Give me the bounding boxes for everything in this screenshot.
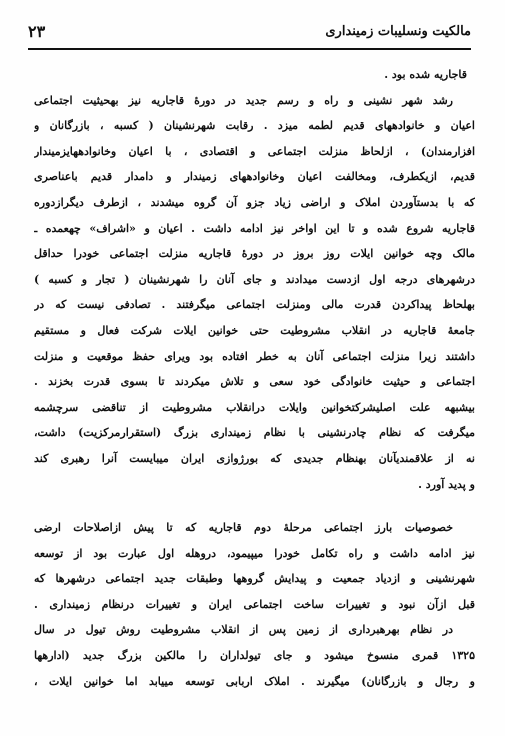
text-line: که با بدستآوردن املاک و اراضی زیاد جزو آن گروه میشدند ، ازطرف دیگرازدوره bbox=[34, 195, 475, 209]
text-line: مالک وچه خوانین ایلات روز بروز در دورهٔ قاجاریه منزلت اجتماعی خودرا حداقل bbox=[34, 247, 475, 261]
text-line: داشتند زیرا منزلت اجتماعی آنان به خطر افتاده بود ویرای حفظ موقعیت و منزلت bbox=[34, 349, 475, 363]
text-line: میگرفت که نظام چادرنشینی با نظام زمینداری بزرگ (استقرارمرکزیت) داشت، bbox=[34, 426, 475, 440]
text-line: و پدید آورد . bbox=[418, 477, 475, 491]
text-line: ۱۳۲۵ قمری منسوخ میشود و جای تیولداران را مالکین بزرگ جدید (ادارهها bbox=[34, 649, 475, 663]
running-title: مالکیت ونسلیبات زمینداری bbox=[325, 24, 471, 39]
text-line: شهرنشینی و ازدیاد جمعیت و پیدایش گروهها وطبقات جدید اجتماعی درشهرها که bbox=[34, 572, 475, 586]
text-line: جامعهٔ قاجاریه در انقلاب مشروطیت حتی خوانین ایلات شرکت فعال و مستقیم bbox=[34, 323, 475, 337]
text-line: قدیم، ازیکطرف، ومخالفت اعیان وخانوادههای زمیندار و دامدار قدیم باعناصری bbox=[34, 170, 475, 184]
page-header bbox=[28, 22, 471, 50]
text-line: اجتماعی و حیثیت خانوادگی خود سعی و تلاش میکردند تا بسوی قدرت بخزند . bbox=[34, 375, 475, 389]
text-line: افزارمندان) ، ازلحاظ منزلت اجتماعی و اقتصادی ، با اعیان وخانوادههایزمیندار bbox=[34, 144, 475, 158]
text-line: و رجال و بازرگانان) میگیرند . املاک اربابی توسعه مییابد اما خوانین ایلات ، bbox=[34, 674, 475, 688]
text-line: در نظام بهرهبرداری از زمین پس از انقلاب مشروطیت روش تیول در سال bbox=[34, 623, 453, 637]
text-line: قبل ازآن نبود و تغییرات ساخت اجتماعی ایران و تغییرات درنظام زمینداری . bbox=[34, 597, 475, 611]
text-line: درشهرهای درجه اول ازدست میدادند و جای آنان را شهرنشینان ( تجار و کسبه ) bbox=[34, 272, 475, 286]
text-line: قاجاریه شروع شده و تا این اواخر نیز ادامه داشت . اعیان و «اشراف» چهعمده ـ bbox=[34, 221, 475, 235]
text-line: نه از علاقمندیآنان بهنظام جدیدی که بورژوازی ایران میبایست آنرا رهبری کند bbox=[34, 451, 475, 465]
text-line: اعیان و خانوادههای قدیم لطمه میزد . رقابت شهرنشینان ( کسبه ، بازرگانان و bbox=[34, 119, 475, 133]
text-line: نیز ادامه داشت و راه تکامل خودرا میپیمود، دروهله اول عبارت بود از توسعه bbox=[34, 546, 475, 560]
text-line: خصوصیات بارز اجتماعی مرحلهٔ دوم قاجاریه که تا پیش ازاصلاحات ارضی bbox=[34, 521, 453, 535]
text-line: رشد شهر نشینی و راه و رسم جدید در دورهٔ قاجاریه نیز بهحیثیت اجتماعی bbox=[34, 93, 453, 107]
text-line: بیشبهه علت اصلیشرکتخوانین وایلات درانقلاب مشروطیت از تناقضی سرچشمه bbox=[34, 400, 475, 414]
text-line: بهلحاظ پیداکردن قدرت مالی ومنزلت اجتماعی میگرفتند . تصادفی نیست که در bbox=[34, 298, 475, 312]
paragraph-gap bbox=[34, 497, 475, 515]
text-line: قاجاریه شده بود . bbox=[384, 68, 467, 81]
body-text bbox=[34, 62, 475, 694]
page-number: ۲۳ bbox=[28, 22, 46, 41]
